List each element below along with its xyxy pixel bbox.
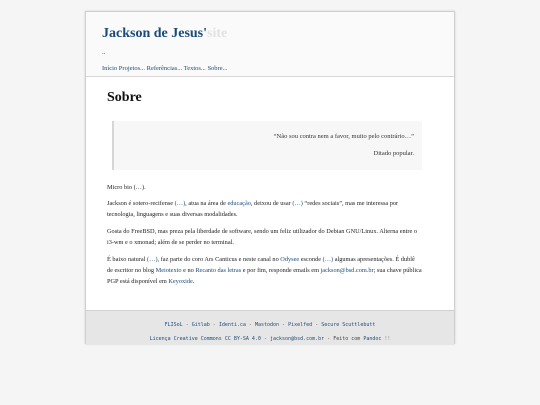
nav-item-textos[interactable]: Textos...: [183, 65, 206, 72]
nav-item-referencias[interactable]: Referências...: [146, 65, 183, 72]
footer-link-mastodon[interactable]: Mastodon: [254, 322, 280, 328]
inline-text: e no: [181, 267, 196, 274]
inline-link[interactable]: Odysee: [280, 256, 300, 263]
footer-link-identi-ca[interactable]: Identi.ca: [218, 322, 246, 328]
inline-text: - Feito com: [324, 336, 364, 342]
footer-symbol: !!: [384, 336, 391, 342]
epigraph-quote: [112, 121, 422, 170]
footer-link-gitlab[interactable]: Gitlab: [191, 322, 210, 328]
site-title-name[interactable]: Jackson de Jesus': [102, 26, 208, 41]
site-title-suffix: site: [207, 26, 228, 41]
inline-link[interactable]: jackson@bsd.com.br: [320, 267, 374, 274]
about-body: [107, 182, 422, 287]
bio-paragraph-4: [107, 254, 422, 287]
site-footer: [86, 310, 454, 345]
footer-separator: -: [209, 322, 219, 328]
footer-social-links: [86, 322, 454, 328]
inline-text: esconde: [299, 256, 323, 263]
site-tagline: ..: [102, 48, 106, 56]
inline-text: Jackson é sotero-recifense: [107, 200, 175, 207]
footer-separator: -: [245, 322, 255, 328]
inline-link[interactable]: (…): [174, 200, 186, 207]
page-card: [85, 11, 455, 344]
page-title: Sobre: [107, 90, 142, 105]
inline-link[interactable]: jackson@bsd.com.br: [269, 336, 325, 342]
footer-separator: -: [279, 322, 289, 328]
site-title[interactable]: [102, 26, 227, 42]
bio-paragraph-1: Micro bio (…).: [107, 184, 146, 191]
nav-item-projetos[interactable]: Projetos...: [118, 65, 145, 72]
inline-link[interactable]: (…): [292, 200, 303, 207]
footer-license-row: [86, 336, 454, 342]
footer-link-secure-scuttlebutt[interactable]: Secure Scuttlebutt: [321, 322, 376, 328]
inline-link[interactable]: educação: [227, 200, 251, 207]
inline-text: ; sua chave pública PGP está disponível em: [107, 267, 422, 285]
inline-text: , faz parte do coro Ars Canticus e neste canal no: [157, 256, 281, 263]
inline-text: e por fim, responde emails em: [241, 267, 321, 274]
inline-link[interactable]: Keyoxide: [168, 278, 193, 285]
main-content: [107, 90, 422, 287]
inline-link[interactable]: Pandoc: [363, 336, 382, 342]
main-nav: [102, 65, 227, 72]
site-header: [86, 12, 454, 77]
inline-text: “redes sociais”, mas me interessa por tecnologia, linguagens e suas diversas modalidades.: [107, 200, 399, 218]
bio-paragraph-2: [107, 198, 422, 220]
footer-link-pixelfed[interactable]: Pixelfed: [288, 322, 313, 328]
nav-item-sobre[interactable]: Sobre...: [207, 65, 228, 72]
inline-link[interactable]: (…): [147, 256, 158, 263]
inline-link[interactable]: Meiotexto: [155, 267, 182, 274]
footer-separator: -: [312, 322, 322, 328]
bio-paragraph-3: Gosta do FreeBSD, mas preza pela liberdade de software, sendo um feliz utilizador do Debian GNU/Linux. Alterna entre o i3-wm e o xmonad; além de se perder no terminal.: [107, 228, 418, 246]
inline-text: , atua na área de: [185, 200, 228, 207]
inline-link[interactable]: (…): [322, 256, 334, 263]
inline-text: algumas apresentações. É dublê de escritor no blog: [107, 256, 415, 274]
inline-text: .: [192, 278, 195, 285]
footer-separator: -: [182, 322, 192, 328]
inline-text: -: [260, 336, 270, 342]
quote-source: Ditado popular.: [373, 150, 414, 157]
inline-link[interactable]: Recanto das letras: [195, 267, 242, 274]
inline-link[interactable]: Licença Creative Commons CC BY-SA 4.0: [149, 336, 261, 342]
nav-item-inicio[interactable]: Início: [102, 65, 118, 72]
inline-text: É baixo natural: [107, 256, 148, 263]
footer-link-flisol[interactable]: FLISoL: [164, 322, 183, 328]
inline-text: , deixou de usar: [250, 200, 293, 207]
quote-text: “Não sou contra nem a favor, muito pelo contrário…”: [273, 133, 414, 140]
